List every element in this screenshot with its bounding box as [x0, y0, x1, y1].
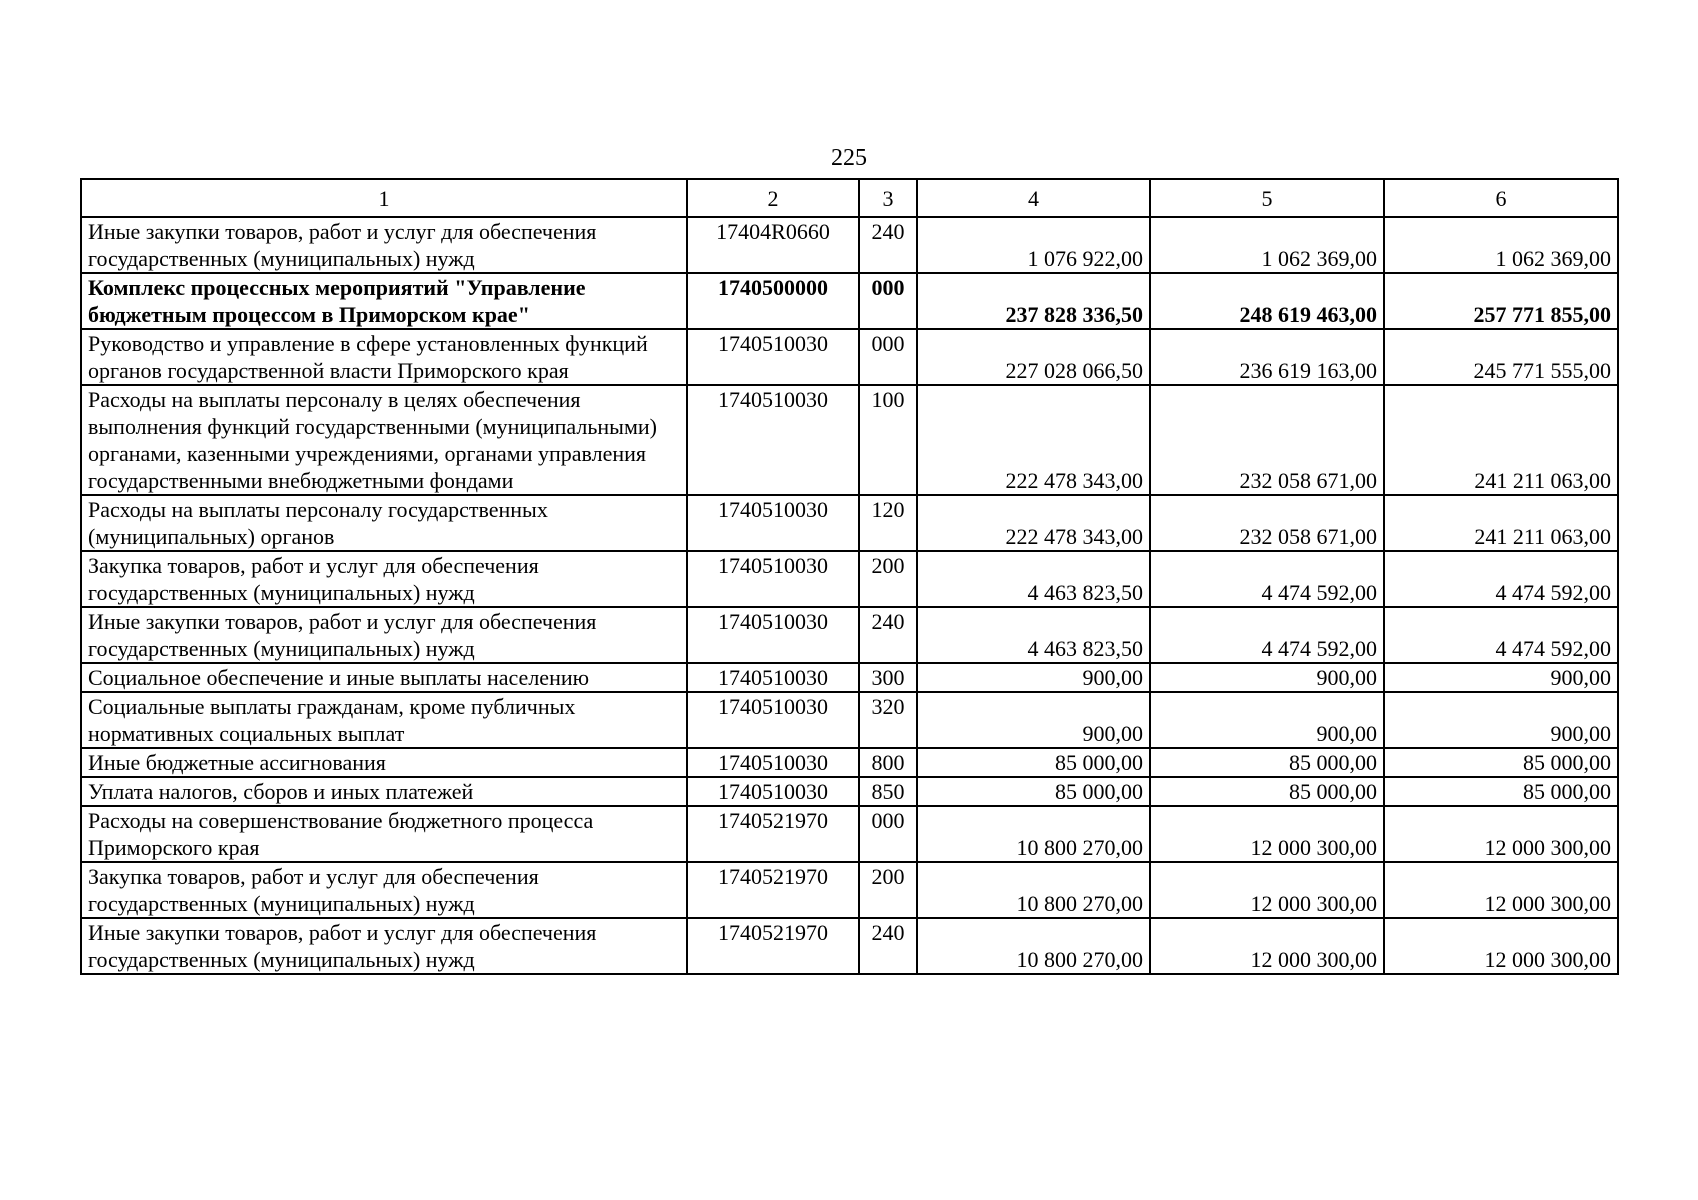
amount-col6-cell: 85 000,00 — [1384, 748, 1618, 777]
target-code-cell: 1740521970 — [687, 806, 859, 862]
expense-type-cell: 100 — [859, 385, 917, 495]
expense-type-cell: 120 — [859, 495, 917, 551]
amount-col6-cell: 900,00 — [1384, 663, 1618, 692]
target-code-cell: 1740510030 — [687, 329, 859, 385]
table-row — [81, 495, 1618, 551]
amount-col5-cell: 248 619 463,00 — [1150, 273, 1384, 329]
target-code-cell: 1740510030 — [687, 748, 859, 777]
row-name-cell: Уплата налогов, сборов и иных платежей — [81, 777, 687, 806]
amount-col6-cell: 900,00 — [1384, 692, 1618, 748]
amount-col5-cell: 85 000,00 — [1150, 748, 1384, 777]
amount-col5-cell: 12 000 300,00 — [1150, 862, 1384, 918]
column-header-2: 2 — [687, 179, 859, 217]
row-name-cell: Комплекс процессных мероприятий "Управление бюджетным процессом в Приморском крае" — [81, 273, 687, 329]
row-name-cell: Социальное обеспечение и иные выплаты населению — [81, 663, 687, 692]
target-code-cell: 1740510030 — [687, 663, 859, 692]
table-row — [81, 692, 1618, 748]
amount-col5-cell: 236 619 163,00 — [1150, 329, 1384, 385]
amount-col4-cell: 10 800 270,00 — [917, 862, 1150, 918]
expense-type-cell: 850 — [859, 777, 917, 806]
target-code-cell: 1740521970 — [687, 862, 859, 918]
table-row — [81, 607, 1618, 663]
amount-col5-cell: 4 474 592,00 — [1150, 551, 1384, 607]
target-code-cell: 1740510030 — [687, 607, 859, 663]
table-row — [81, 748, 1618, 777]
table-row — [81, 385, 1618, 495]
amount-col6-cell: 245 771 555,00 — [1384, 329, 1618, 385]
column-header-3: 3 — [859, 179, 917, 217]
budget-table — [80, 178, 1619, 975]
expense-type-cell: 240 — [859, 918, 917, 974]
amount-col4-cell: 222 478 343,00 — [917, 495, 1150, 551]
target-code-cell: 1740510030 — [687, 692, 859, 748]
amount-col5-cell: 85 000,00 — [1150, 777, 1384, 806]
target-code-cell: 1740521970 — [687, 918, 859, 974]
amount-col5-cell: 4 474 592,00 — [1150, 607, 1384, 663]
target-code-cell: 1740500000 — [687, 273, 859, 329]
expense-type-cell: 240 — [859, 217, 917, 273]
amount-col5-cell: 1 062 369,00 — [1150, 217, 1384, 273]
amount-col5-cell: 12 000 300,00 — [1150, 918, 1384, 974]
expense-type-cell: 200 — [859, 551, 917, 607]
amount-col4-cell: 900,00 — [917, 692, 1150, 748]
amount-col4-cell: 4 463 823,50 — [917, 607, 1150, 663]
amount-col5-cell: 232 058 671,00 — [1150, 495, 1384, 551]
column-header-4: 4 — [917, 179, 1150, 217]
amount-col5-cell: 900,00 — [1150, 663, 1384, 692]
row-name-cell: Расходы на выплаты персоналу государственных (муниципальных) органов — [81, 495, 687, 551]
expense-type-cell: 300 — [859, 663, 917, 692]
table-row — [81, 551, 1618, 607]
table-row — [81, 663, 1618, 692]
row-name-cell: Руководство и управление в сфере установленных функций органов государственной власти Приморского края — [81, 329, 687, 385]
row-name-cell: Социальные выплаты гражданам, кроме публичных нормативных социальных выплат — [81, 692, 687, 748]
table-body — [81, 217, 1618, 974]
table-row — [81, 862, 1618, 918]
table-row — [81, 273, 1618, 329]
amount-col4-cell: 237 828 336,50 — [917, 273, 1150, 329]
amount-col6-cell: 241 211 063,00 — [1384, 495, 1618, 551]
amount-col6-cell: 4 474 592,00 — [1384, 607, 1618, 663]
amount-col4-cell: 85 000,00 — [917, 777, 1150, 806]
target-code-cell: 1740510030 — [687, 385, 859, 495]
amount-col5-cell: 900,00 — [1150, 692, 1384, 748]
table-row — [81, 217, 1618, 273]
amount-col6-cell: 1 062 369,00 — [1384, 217, 1618, 273]
expense-type-cell: 800 — [859, 748, 917, 777]
expense-type-cell: 200 — [859, 862, 917, 918]
amount-col6-cell: 12 000 300,00 — [1384, 862, 1618, 918]
row-name-cell: Иные закупки товаров, работ и услуг для обеспечения государственных (муниципальных) нужд — [81, 918, 687, 974]
amount-col6-cell: 241 211 063,00 — [1384, 385, 1618, 495]
row-name-cell: Закупка товаров, работ и услуг для обеспечения государственных (муниципальных) нужд — [81, 551, 687, 607]
table-row — [81, 777, 1618, 806]
table-row — [81, 806, 1618, 862]
expense-type-cell: 000 — [859, 806, 917, 862]
expense-type-cell: 000 — [859, 329, 917, 385]
amount-col6-cell: 85 000,00 — [1384, 777, 1618, 806]
amount-col4-cell: 10 800 270,00 — [917, 806, 1150, 862]
amount-col4-cell: 227 028 066,50 — [917, 329, 1150, 385]
row-name-cell: Закупка товаров, работ и услуг для обеспечения государственных (муниципальных) нужд — [81, 862, 687, 918]
expense-type-cell: 240 — [859, 607, 917, 663]
expense-type-cell: 000 — [859, 273, 917, 329]
target-code-cell: 1740510030 — [687, 777, 859, 806]
header-row — [81, 179, 1618, 217]
column-header-5: 5 — [1150, 179, 1384, 217]
row-name-cell: Иные закупки товаров, работ и услуг для обеспечения государственных (муниципальных) нужд — [81, 217, 687, 273]
target-code-cell: 17404R0660 — [687, 217, 859, 273]
target-code-cell: 1740510030 — [687, 551, 859, 607]
row-name-cell: Иные бюджетные ассигнования — [81, 748, 687, 777]
amount-col6-cell: 257 771 855,00 — [1384, 273, 1618, 329]
column-header-6: 6 — [1384, 179, 1618, 217]
target-code-cell: 1740510030 — [687, 495, 859, 551]
row-name-cell: Иные закупки товаров, работ и услуг для обеспечения государственных (муниципальных) нужд — [81, 607, 687, 663]
amount-col4-cell: 10 800 270,00 — [917, 918, 1150, 974]
amount-col5-cell: 232 058 671,00 — [1150, 385, 1384, 495]
amount-col4-cell: 1 076 922,00 — [917, 217, 1150, 273]
expense-type-cell: 320 — [859, 692, 917, 748]
amount-col4-cell: 222 478 343,00 — [917, 385, 1150, 495]
table-row — [81, 329, 1618, 385]
row-name-cell: Расходы на выплаты персоналу в целях обеспечения выполнения функций государственными (муниципальными) органами, казенными учреждениями, органами управления государственными внебюджетными фондами — [81, 385, 687, 495]
amount-col4-cell: 900,00 — [917, 663, 1150, 692]
page-number: 225 — [831, 145, 867, 171]
amount-col6-cell: 4 474 592,00 — [1384, 551, 1618, 607]
column-header-1: 1 — [81, 179, 687, 217]
amount-col5-cell: 12 000 300,00 — [1150, 806, 1384, 862]
amount-col4-cell: 85 000,00 — [917, 748, 1150, 777]
amount-col6-cell: 12 000 300,00 — [1384, 806, 1618, 862]
table-row — [81, 918, 1618, 974]
row-name-cell: Расходы на совершенствование бюджетного процесса Приморского края — [81, 806, 687, 862]
amount-col6-cell: 12 000 300,00 — [1384, 918, 1618, 974]
amount-col4-cell: 4 463 823,50 — [917, 551, 1150, 607]
